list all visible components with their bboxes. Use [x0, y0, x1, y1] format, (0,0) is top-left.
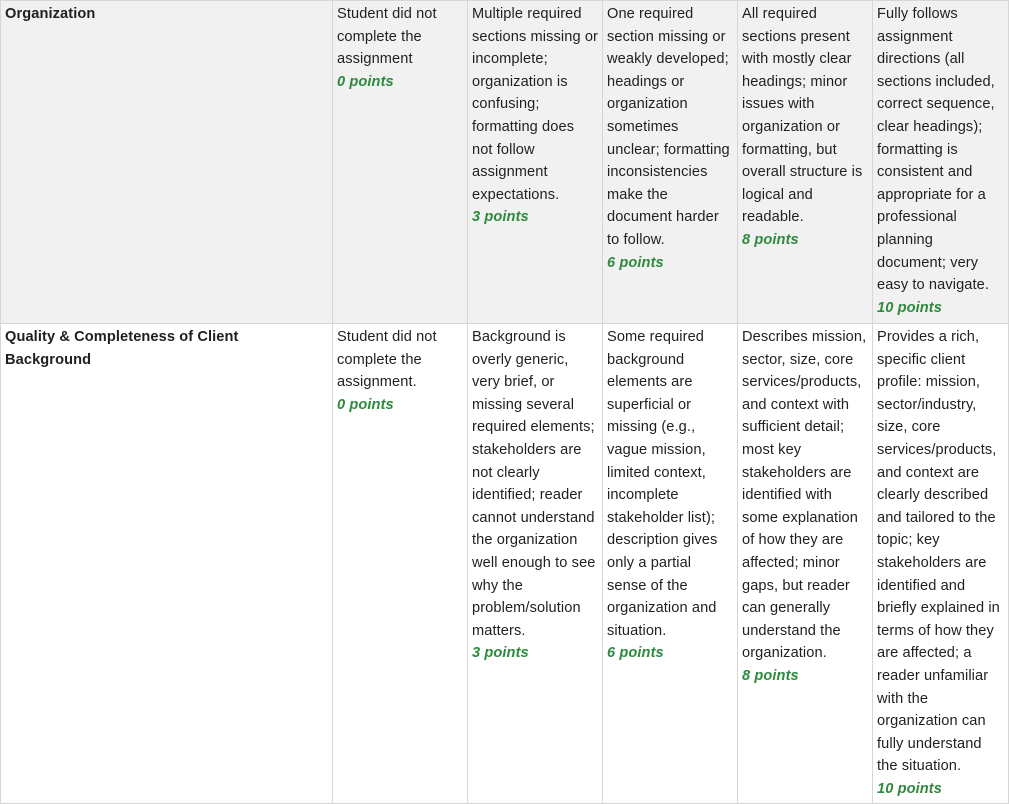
rubric-row-organization	[1, 1, 1009, 324]
level-cell	[333, 1, 468, 324]
level-cell	[873, 324, 1009, 804]
level-cell	[468, 324, 603, 804]
criterion-cell	[1, 324, 333, 804]
level-description: One required section missing or weakly developed; headings or organization sometimes unclear; formatting inconsistencies make the document harder to follow.	[607, 6, 730, 248]
level-cell	[468, 1, 603, 324]
criterion-label: Quality & Completeness of Client Background	[5, 329, 239, 368]
level-points: 0 points	[337, 73, 394, 90]
rubric-row-client-background	[1, 324, 1009, 804]
level-points: 3 points	[472, 645, 529, 662]
level-cell	[873, 1, 1009, 324]
level-points: 6 points	[607, 254, 664, 271]
level-points: 8 points	[742, 231, 799, 248]
level-points: 6 points	[607, 645, 664, 662]
level-points: 8 points	[742, 667, 799, 684]
level-cell	[603, 1, 738, 324]
level-description: Fully follows assignment directions (all sections included, correct sequence, clear headings); formatting is consistent and appropriate for a professional planning document; very easy to navigate.	[877, 6, 995, 294]
level-description: Some required background elements are superficial or missing (e.g., vague mission, limited context, incomplete stakeholder list); description gives only a partial sense of the organization and situation.	[607, 329, 718, 639]
level-description: Describes mission, sector, size, core services/products, and context with sufficient detail; most key stakeholders are identified with some explanation of how they are affected; minor gaps, but reader can generally understand the organization.	[742, 329, 867, 662]
level-description: Provides a rich, specific client profile: mission, sector/industry, size, core services/products, and context are clearly described and tailored to the topic; key stakeholders are identified and briefly explained in terms of how they are affected; a reader unfamiliar with the organization can fully understand the situation.	[877, 329, 1000, 775]
criterion-cell	[1, 1, 333, 324]
level-cell	[333, 324, 468, 804]
level-points: 3 points	[472, 209, 529, 226]
level-description: Student did not complete the assignment	[337, 6, 437, 68]
level-description: Multiple required sections missing or incomplete; organization is confusing; formatting does not follow assignment expectations.	[472, 6, 598, 203]
level-cell	[738, 324, 873, 804]
level-cell	[738, 1, 873, 324]
level-cell	[603, 324, 738, 804]
level-description: All required sections present with mostly clear headings; minor issues with organization or formatting, but overall structure is logical and readable.	[742, 6, 863, 226]
level-points: 0 points	[337, 396, 394, 413]
level-description: Background is overly generic, very brief, or missing several required elements; stakeholders are not clearly identified; reader cannot understand the organization well enough to see why the problem/solution matters.	[472, 329, 596, 639]
level-points: 10 points	[877, 299, 942, 316]
criterion-label: Organization	[5, 6, 96, 22]
level-points: 10 points	[877, 780, 942, 797]
level-description: Student did not complete the assignment.	[337, 329, 437, 391]
